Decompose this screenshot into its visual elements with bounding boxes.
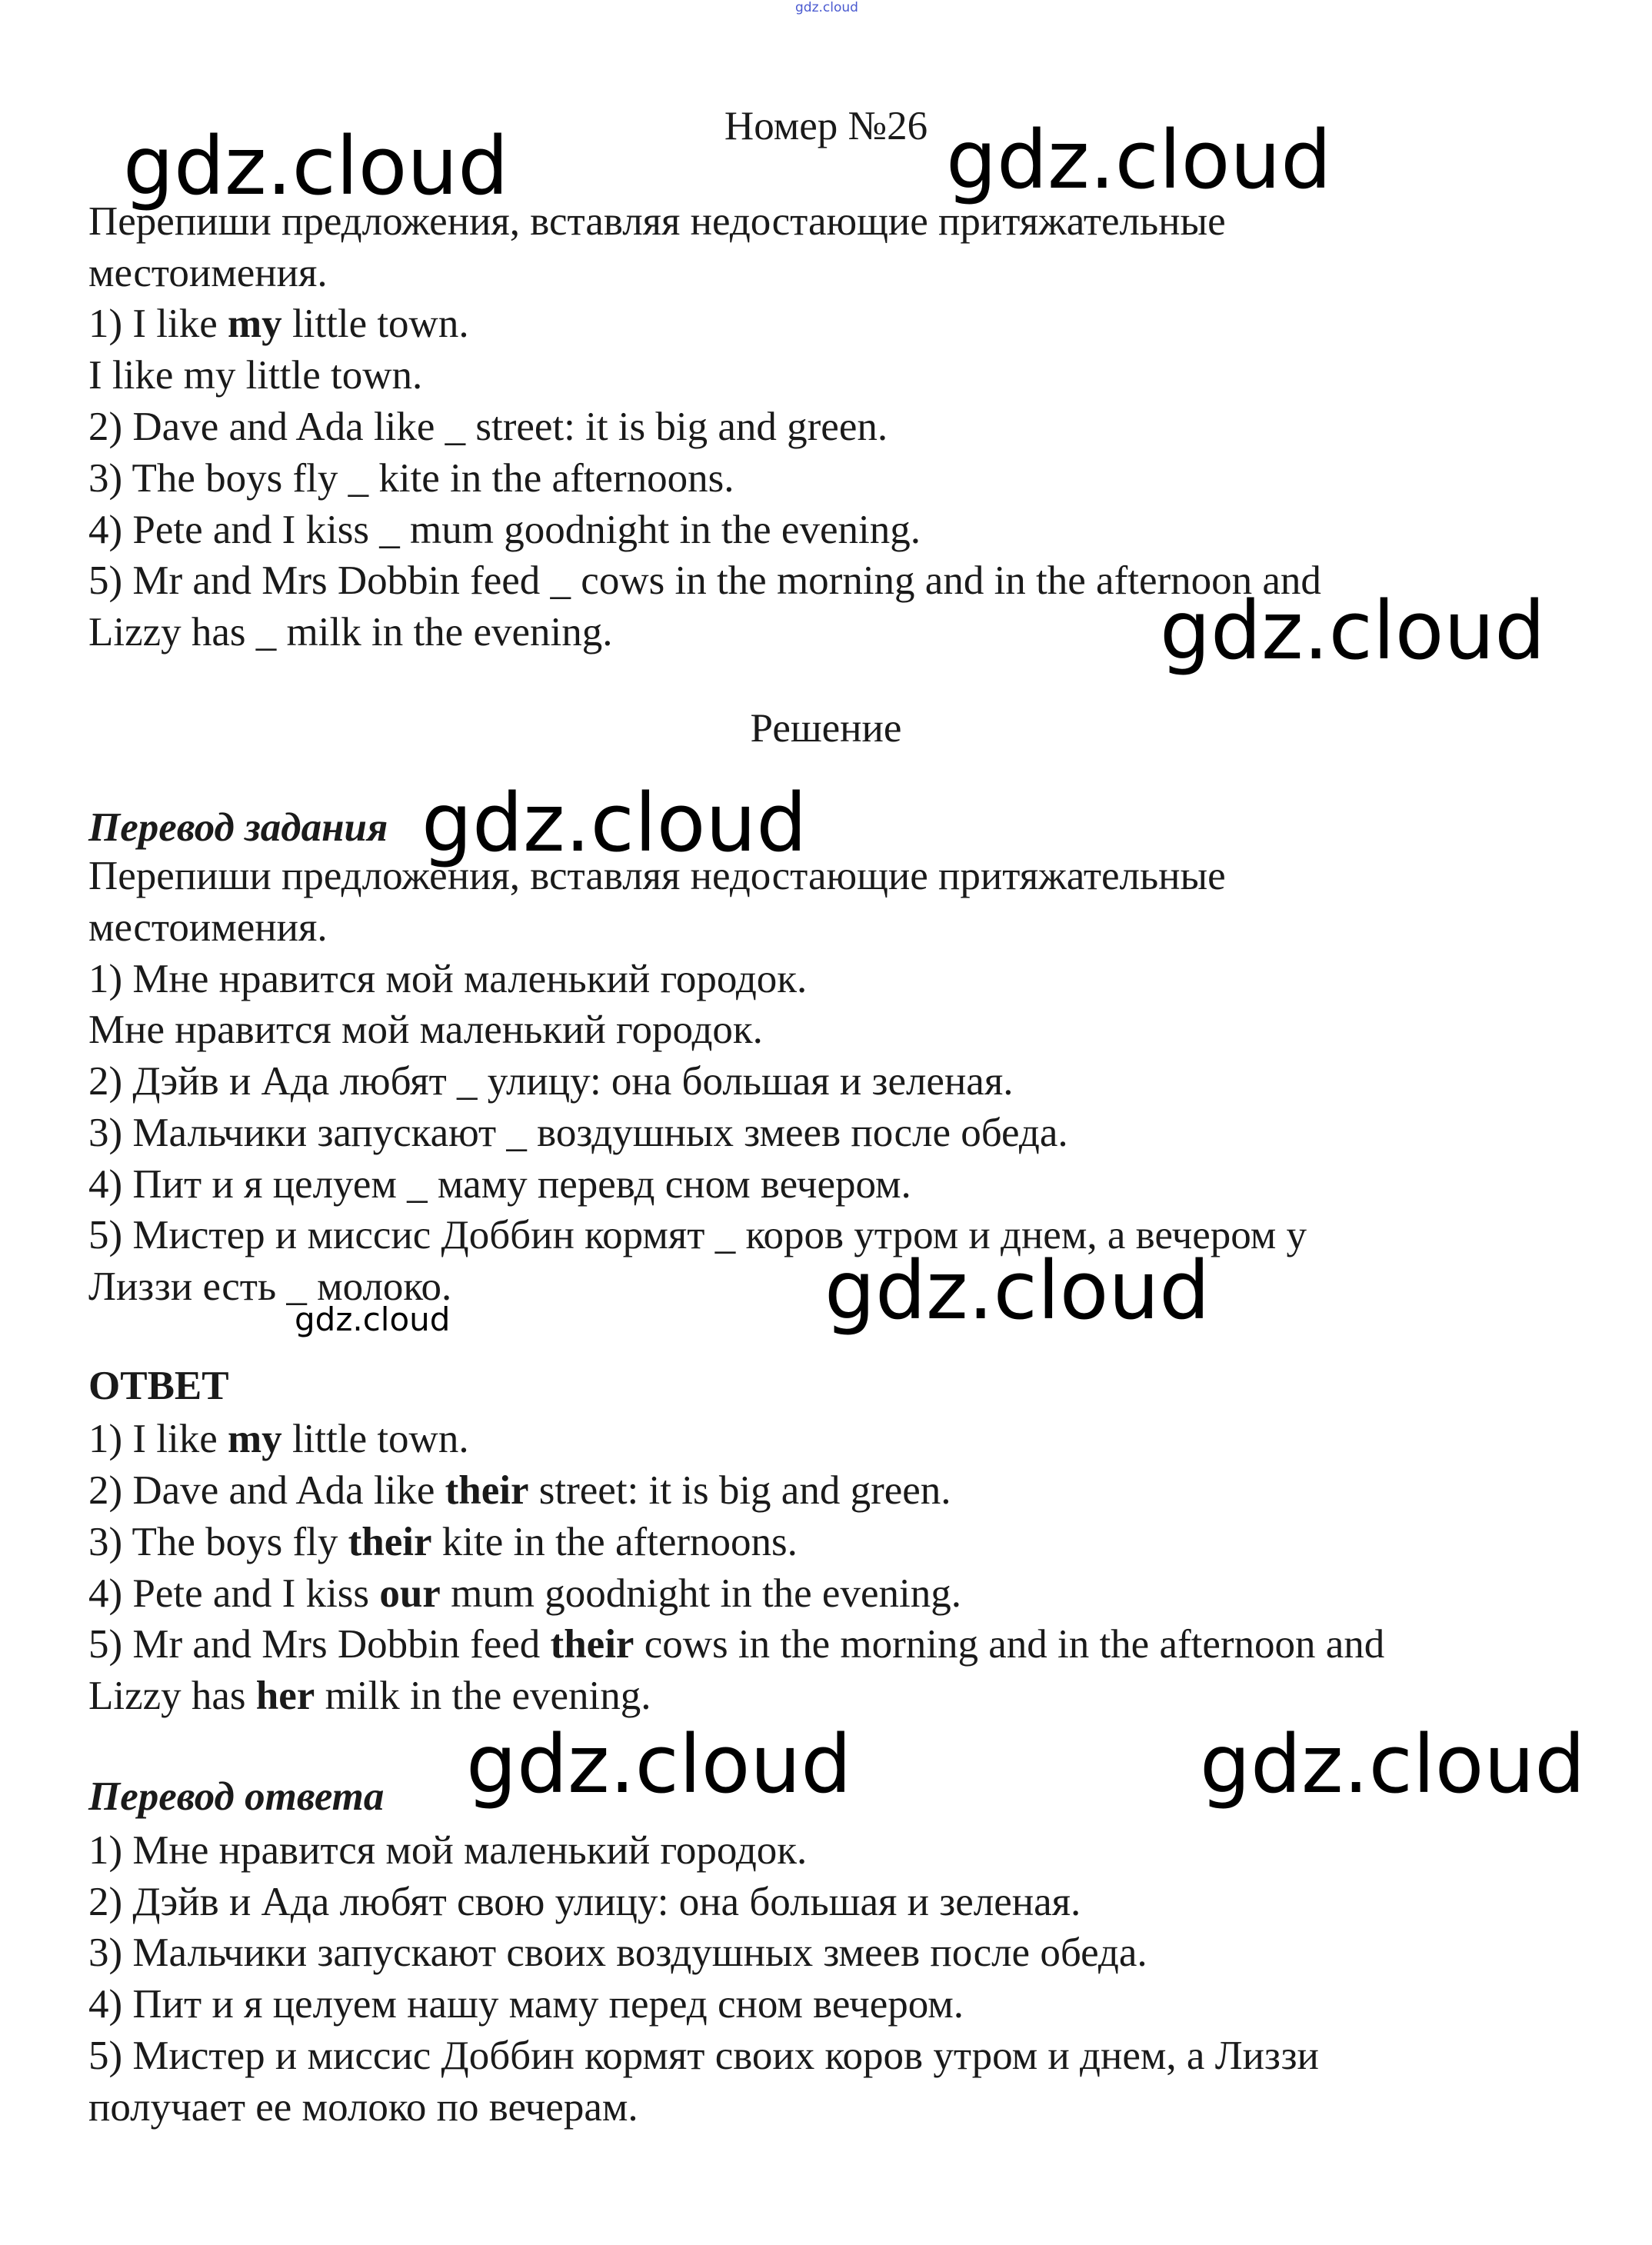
page-title: Номер №26 [724, 104, 928, 148]
solution-title: Решение [750, 706, 902, 751]
answer-translation-line: 5) Мистер и миссис Доббин кормят своих коров утром и днем, а Лиззи [88, 2033, 1319, 2078]
task-line: местоимения. [88, 251, 328, 295]
watermark: gdz.cloud [466, 1717, 852, 1811]
translation-heading: Перевод задания [88, 805, 388, 850]
translation-line: Перепиши предложения, вставляя недостающие притяжательные [88, 854, 1226, 898]
answer-heading: ОТВЕТ [88, 1364, 229, 1408]
task-item: 5) Mr and Mrs Dobbin feed _ cows in the morning and in the afternoon and [88, 558, 1321, 603]
translation-line: местоимения. [88, 905, 328, 950]
translation-line: 4) Пит и я целуем _ маму перевд сном вечером. [88, 1162, 911, 1207]
answer-translation-heading: Перевод ответа [88, 1774, 385, 1819]
watermark: gdz.cloud [295, 1301, 451, 1338]
watermark: gdz.cloud [1200, 1717, 1586, 1811]
answer-item: 5) Mr and Mrs Dobbin feed their cows in the morning and in the afternoon and [88, 1622, 1385, 1667]
translation-line: 2) Дэйв и Ада любят _ улицу: она большая и зеленая. [88, 1059, 1014, 1104]
translation-line: 1) Мне нравится мой маленький городок. [88, 957, 808, 1001]
translation-line: Лиззи есть _ молоко. [88, 1264, 452, 1309]
answer-item: 1) I like my little town. [88, 1417, 469, 1461]
answer-translation-line: 4) Пит и я целуем нашу маму перед сном вечером. [88, 1982, 964, 2027]
answer-translation-line: 2) Дэйв и Ада любят свою улицу: она большая и зеленая. [88, 1880, 1081, 1924]
translation-line: Мне нравится мой маленький городок. [88, 1008, 763, 1052]
watermark: gdz.cloud [795, 0, 858, 15]
answer-translation-line: 3) Мальчики запускают своих воздушных змеев после обеда. [88, 1930, 1147, 1975]
answer-item: 4) Pete and I kiss our mum goodnight in the evening. [88, 1571, 961, 1616]
answer-item: Lizzy has her milk in the evening. [88, 1674, 651, 1718]
task-example-question: 1) I like my little town. [88, 301, 469, 346]
answer-translation-line: 1) Мне нравится мой маленький городок. [88, 1828, 808, 1873]
task-example-answer: I like my little town. [88, 353, 423, 398]
watermark: gdz.cloud [421, 776, 808, 870]
watermark: gdz.cloud [123, 119, 509, 213]
watermark: gdz.cloud [946, 113, 1332, 207]
task-item: Lizzy has _ milk in the evening. [88, 610, 613, 655]
watermark: gdz.cloud [1160, 584, 1546, 678]
task-item: 4) Pete and I kiss _ mum goodnight in the evening. [88, 508, 921, 552]
answer-translation-line: получает ее молоко по вечерам. [88, 2085, 638, 2130]
translation-line: 5) Мистер и миссис Доббин кормят _ коров утром и днем, а вечером у [88, 1213, 1307, 1257]
watermark: gdz.cloud [824, 1244, 1211, 1337]
answer-item: 2) Dave and Ada like their street: it is big and green. [88, 1468, 951, 1513]
task-line: Перепиши предложения, вставляя недостающие притяжательные [88, 199, 1226, 244]
task-item: 3) The boys fly _ kite in the afternoons. [88, 456, 734, 501]
translation-line: 3) Мальчики запускают _ воздушных змеев после обеда. [88, 1111, 1068, 1155]
answer-item: 3) The boys fly their kite in the afternoons. [88, 1520, 798, 1564]
task-item: 2) Dave and Ada like _ street: it is big and green. [88, 405, 888, 449]
